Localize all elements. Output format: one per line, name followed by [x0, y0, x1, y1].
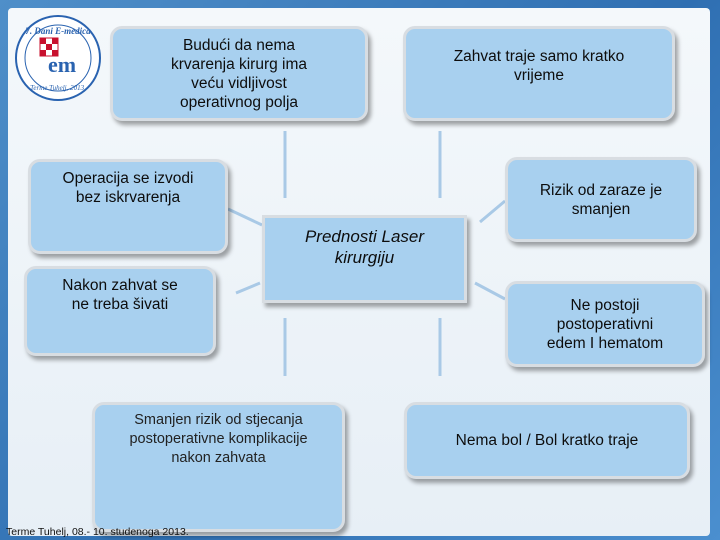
benefit-fewer-complications-line1: Smanjen rizik od stjecanja [134, 412, 303, 428]
central-topic-line1: Prednosti Laser [304, 227, 425, 246]
benefit-visibility-line4: operativnog polja [179, 93, 299, 111]
benefit-infection [505, 157, 697, 242]
central-topic-box [262, 215, 467, 303]
svg-text:7. Dani E-medica: 7. Dani E-medica [25, 26, 91, 36]
benefit-no-edema-line1: Ne postoji [570, 296, 640, 314]
benefit-no-stitches-line2: ne treba šivati [71, 296, 169, 313]
benefit-no-edema [505, 281, 705, 367]
benefit-fewer-complications [92, 402, 345, 532]
benefit-no-edema-line2: postoperativni [556, 315, 654, 333]
benefit-bloodless-line2: bez iskrvarenja [75, 189, 181, 206]
benefit-short-duration-line1: Zahvat traje samo kratko [453, 48, 625, 65]
benefit-short-duration-line2: vrijeme [514, 67, 564, 84]
connector-right-upper [480, 201, 505, 222]
benefit-infection-line1: Rizik od zaraze je [539, 181, 663, 199]
benefit-no-pain [404, 402, 690, 479]
benefit-bloodless-line1: Operacija se izvodi [62, 170, 194, 187]
benefit-visibility-line3: veću vidljivost [191, 74, 287, 92]
svg-text:em: em [47, 52, 77, 77]
benefit-no-edema-line3: edem I hematom [546, 334, 664, 352]
benefit-no-pain-line1: Nema bol / Bol kratko traje [455, 432, 639, 449]
benefit-fewer-complications-line2: postoperativne komplikacije [129, 431, 308, 447]
svg-text:Terme Tuhelj, 2013.: Terme Tuhelj, 2013. [30, 84, 86, 92]
benefit-visibility-line1: Budući da nema [182, 36, 295, 54]
benefit-visibility-line2: krvarenja kirurg ima [170, 55, 308, 73]
connector-right-lower [475, 283, 505, 299]
benefit-no-stitches-line1: Nakon zahvat se [62, 277, 178, 294]
benefit-visibility [110, 26, 368, 121]
benefit-infection-line2: smanjen [571, 200, 631, 218]
benefit-short-duration [403, 26, 675, 121]
connector-left-upper [228, 209, 262, 225]
benefit-no-stitches [24, 266, 216, 356]
footer-event-info: Terme Tuhelj, 08.- 10. studenoga 2013. [6, 526, 189, 538]
connector-left-lower [236, 283, 260, 293]
benefit-fewer-complications-line3: nakon zahvata [171, 450, 266, 466]
event-logo [14, 14, 102, 102]
central-topic-line2: kirurgiju [334, 248, 395, 267]
benefit-bloodless [28, 159, 228, 254]
